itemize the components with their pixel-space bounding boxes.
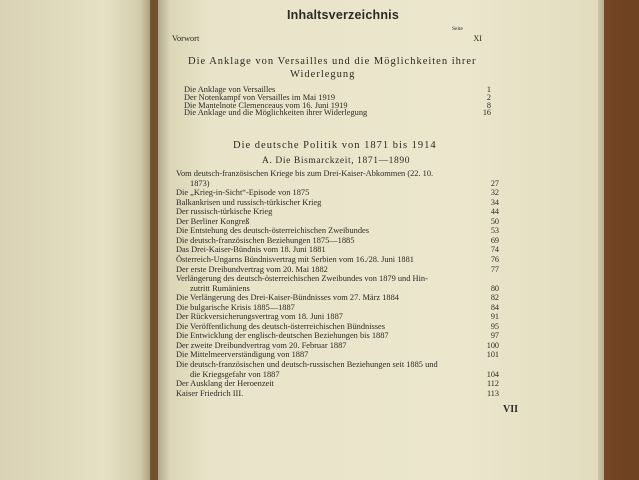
section2-entry-page: 32 bbox=[490, 188, 499, 198]
section2-entry-label: Die Verlängerung des Drei-Kaiser-Bündnisses vom 27. März 1884 bbox=[176, 293, 399, 303]
section2-entry-label: Österreich-Ungarns Bündnisvertrag mit Serbien vom 16./28. Juni 1881 bbox=[176, 254, 414, 264]
section2-entry-label: Der erste Dreibundvertrag vom 20. Mai 1882 bbox=[176, 264, 328, 274]
section2-entry-page: 113 bbox=[487, 388, 499, 398]
vorwort-label: Vorwort bbox=[172, 34, 200, 43]
vorwort-page: XI bbox=[473, 34, 482, 43]
section2-entry-label: Balkankrisen und russisch-türkischer Krieg bbox=[176, 197, 322, 207]
section1-entry-label: Die Anklage von Versailles bbox=[184, 85, 276, 94]
section2-entry-label: Die Entwicklung der englisch-deutschen Beziehungen bis 1887 bbox=[176, 331, 389, 341]
section2-entry-label: Das Drei-Kaiser-Bündnis vom 18. Juni 1881 bbox=[176, 245, 326, 255]
page-number: VII bbox=[503, 404, 519, 415]
section2-entry-label: Die Veröffentlichung des deutsch-österreichischen Bündnisses bbox=[176, 321, 386, 331]
left-book-page bbox=[0, 0, 150, 480]
section2-entry-page: 80 bbox=[490, 283, 499, 293]
section2-entry-label: Der Berliner Kongreß bbox=[176, 216, 250, 226]
section2-entry-label: Die Mittelmeerverständigung von 1887 bbox=[176, 350, 309, 360]
section1-entry-page: 1 bbox=[486, 85, 491, 94]
section2-entry-label: Die bulgarische Krisis 1885—1887 bbox=[176, 302, 295, 312]
section2-entry-label: Kaiser Friedrich III. bbox=[176, 388, 244, 398]
section2-entry-page: 95 bbox=[490, 321, 499, 331]
section2-entry-page: 100 bbox=[486, 340, 499, 350]
section1-entry-label: Der Notenkampf von Versailles im Mai 1919 bbox=[184, 92, 336, 102]
section2-entry-label: zutritt Rumäniens bbox=[190, 283, 250, 293]
section2-entry-page: 104 bbox=[486, 369, 499, 379]
section1-entry-page: 16 bbox=[482, 108, 491, 118]
section1-heading-line1: Die Anklage von Versailles und die Möglichkeiten ihrer bbox=[188, 56, 477, 67]
section2-entry-page: 44 bbox=[490, 207, 499, 217]
section2-entry-page: 82 bbox=[490, 293, 499, 303]
section2-entry-page: 69 bbox=[490, 235, 499, 245]
book-gutter bbox=[140, 0, 170, 480]
section2-entry-label: Vom deutsch-französischen Kriege bis zum Drei-Kaiser-Abkommen (22. 10. bbox=[176, 169, 434, 178]
section2-entry-page: 74 bbox=[490, 245, 499, 255]
section2-entry-label: die Kriegsgefahr von 1887 bbox=[190, 369, 280, 379]
section2-entry-label: Der russisch-türkische Krieg bbox=[176, 207, 273, 217]
section2-entry-label: Die „Krieg-in-Sicht“-Episode von 1875 bbox=[176, 188, 310, 198]
section2-entry-label: 1873) bbox=[190, 178, 210, 188]
section2-entry-page: 97 bbox=[490, 331, 499, 341]
section1-entry-label: Die Mantelnote Clemenceaus vom 16. Juni 1919 bbox=[184, 100, 348, 110]
section1-entry-label: Die Anklage und die Möglichkeiten ihrer Widerlegung bbox=[184, 108, 368, 118]
section2-entry-page: 101 bbox=[486, 350, 499, 360]
page-edge bbox=[598, 0, 604, 480]
section2-entry-page: 112 bbox=[487, 379, 499, 389]
section2-entry-label: Der Ausklang der Heroenzeit bbox=[176, 379, 274, 389]
section2-entry-page: 91 bbox=[490, 312, 499, 322]
section2-entry-label: Der Rückversicherungsvertrag vom 18. Juni 1887 bbox=[176, 312, 343, 322]
section1-entry-page: 8 bbox=[486, 100, 491, 110]
section2-entry-page: 50 bbox=[490, 216, 499, 226]
seite-label: Seite bbox=[452, 26, 463, 32]
section2-subheading: A. Die Bismarckzeit, 1871—1890 bbox=[262, 156, 411, 166]
section1-heading-line2: Widerlegung bbox=[290, 69, 356, 80]
section2-entry-page: 53 bbox=[490, 226, 499, 236]
page-title: Inhaltsverzeichnis bbox=[287, 8, 399, 22]
section2-entry-label: Der zweite Dreibundvertrag vom 20. Februar 1887 bbox=[176, 340, 347, 350]
section2-entry-page: 84 bbox=[490, 302, 499, 312]
section1-entry-page: 2 bbox=[486, 92, 491, 102]
section2-entry-page: 77 bbox=[490, 264, 499, 274]
section2-entry-label: Die Entstehung des deutsch-österreichischen Zweibundes bbox=[176, 226, 370, 236]
section2-entry-page: 34 bbox=[490, 197, 499, 207]
section2-entry-label: Die deutsch-französischen und deutsch-russischen Beziehungen seit 1885 und bbox=[176, 360, 438, 369]
section2-entry-page: 27 bbox=[490, 178, 499, 188]
section2-entry-label: Verlängerung des deutsch-österreichischen Zweibundes von 1879 und Hin- bbox=[176, 274, 428, 284]
section2-entry-label: Die deutsch-französischen Beziehungen 1875—1885 bbox=[176, 235, 355, 245]
section2-entry-page: 76 bbox=[490, 254, 499, 264]
section2-heading: Die deutsche Politik von 1871 bis 1914 bbox=[233, 140, 437, 151]
